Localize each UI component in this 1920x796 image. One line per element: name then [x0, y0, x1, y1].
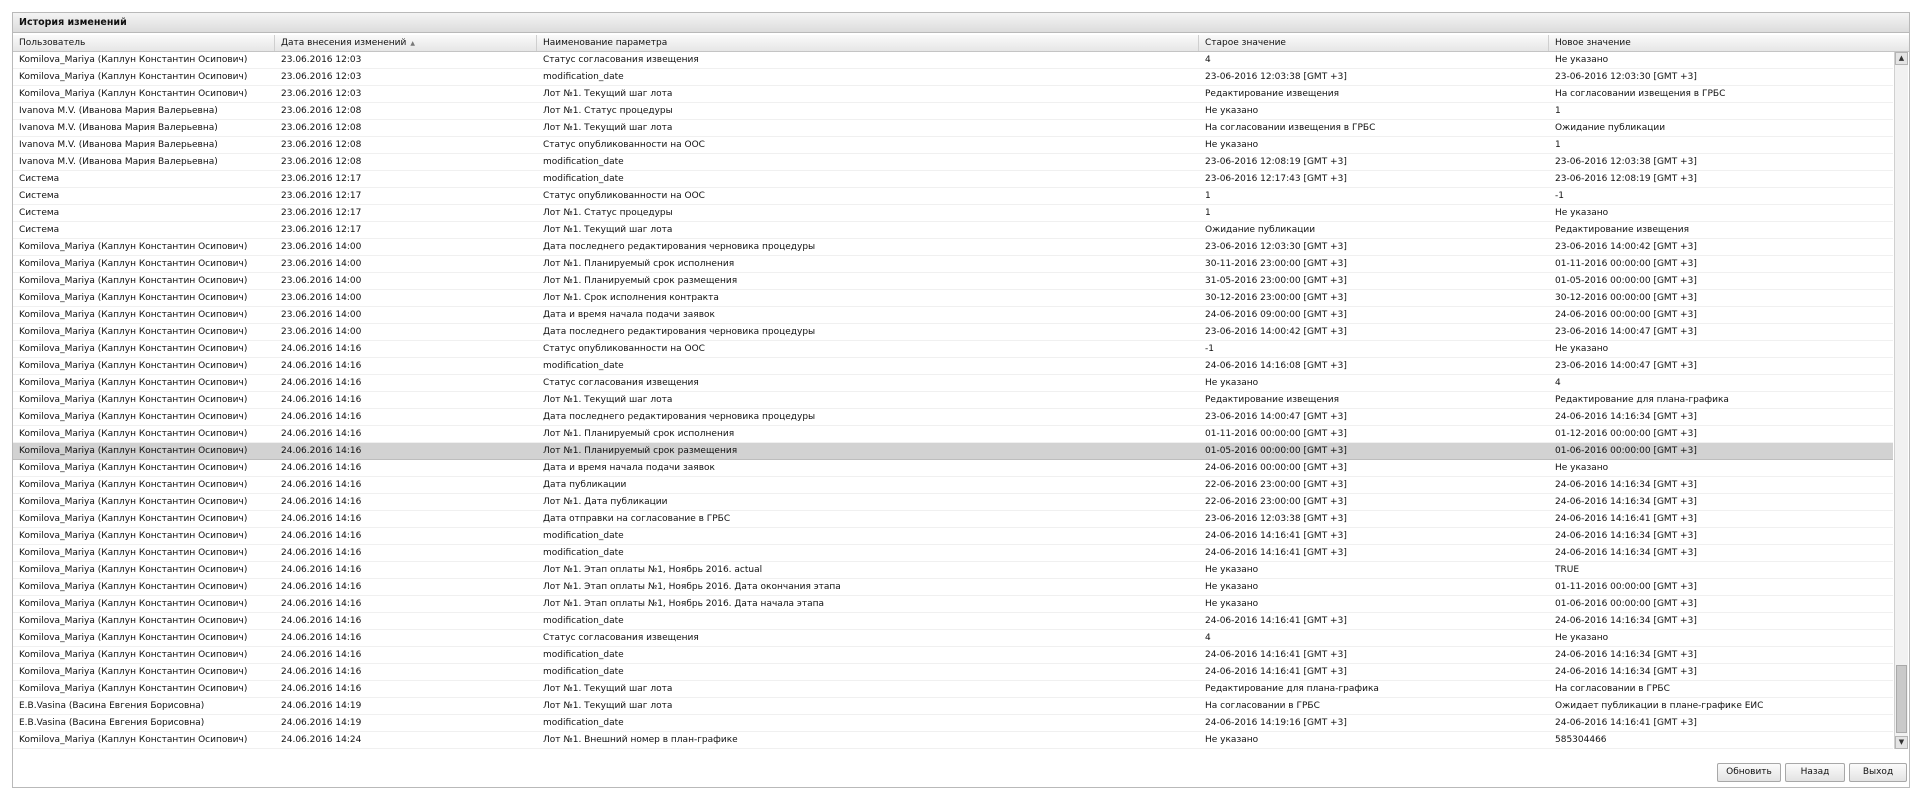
cell-old-value: 24-06-2016 14:16:08 [GMT +3] [1205, 361, 1347, 371]
cell-new-value: 24-06-2016 14:16:34 [GMT +3] [1555, 531, 1697, 541]
scroll-up-icon[interactable]: ▲ [1895, 52, 1908, 65]
table-row[interactable] [13, 120, 1893, 137]
cell-date: 23.06.2016 14:00 [281, 310, 362, 320]
cell-user: Komilova_Mariya (Каплун Константин Осипович) [19, 531, 248, 541]
table-row[interactable] [13, 239, 1893, 256]
cell-parameter: modification_date [543, 616, 624, 626]
cell-parameter: Лот №1. Статус процедуры [543, 208, 673, 218]
cell-new-value: 01-06-2016 00:00:00 [GMT +3] [1555, 599, 1697, 609]
cell-new-value: 23-06-2016 12:03:38 [GMT +3] [1555, 157, 1697, 167]
cell-parameter: Лот №1. Текущий шаг лота [543, 225, 673, 235]
cell-old-value: 24-06-2016 09:00:00 [GMT +3] [1205, 310, 1347, 320]
cell-new-value: 01-05-2016 00:00:00 [GMT +3] [1555, 276, 1697, 286]
cell-old-value: 23-06-2016 12:03:38 [GMT +3] [1205, 72, 1347, 82]
cell-parameter: Лот №1. Текущий шаг лота [543, 701, 673, 711]
grid-header [13, 35, 1909, 52]
table-row[interactable] [13, 86, 1893, 103]
table-row[interactable] [13, 392, 1893, 409]
cell-date: 24.06.2016 14:16 [281, 667, 362, 677]
cell-user: Komilova_Mariya (Каплун Константин Осипович) [19, 89, 248, 99]
table-row[interactable] [13, 324, 1893, 341]
cell-user: Komilova_Mariya (Каплун Константин Осипович) [19, 293, 248, 303]
cell-user: Komilova_Mariya (Каплун Константин Осипович) [19, 412, 248, 422]
cell-user: Система [19, 191, 60, 201]
column-header-label: Старое значение [1205, 38, 1286, 48]
cell-old-value: Редактирование извещения [1205, 89, 1340, 99]
cell-new-value: 1 [1555, 140, 1561, 150]
cell-old-value: -1 [1205, 344, 1214, 354]
cell-date: 24.06.2016 14:16 [281, 361, 362, 371]
cell-date: 23.06.2016 12:03 [281, 89, 362, 99]
cell-user: Komilova_Mariya (Каплун Константин Осипович) [19, 446, 248, 456]
cell-parameter: modification_date [543, 72, 624, 82]
cell-user: Komilova_Mariya (Каплун Константин Осипович) [19, 429, 248, 439]
cell-user: Komilova_Mariya (Каплун Константин Осипович) [19, 565, 248, 575]
cell-old-value: 4 [1205, 55, 1211, 65]
cell-old-value: 23-06-2016 12:08:19 [GMT +3] [1205, 157, 1347, 167]
cell-date: 23.06.2016 14:00 [281, 327, 362, 337]
table-row[interactable] [13, 545, 1893, 562]
cell-user: Ivanova M.V. (Иванова Мария Валерьевна) [19, 140, 218, 150]
cell-old-value: 22-06-2016 23:00:00 [GMT +3] [1205, 480, 1347, 490]
cell-parameter: Лот №1. Этап оплаты №1, Ноябрь 2016. actual [543, 565, 763, 575]
column-header-old-value[interactable] [1199, 35, 1549, 51]
cell-date: 23.06.2016 14:00 [281, 259, 362, 269]
cell-date: 23.06.2016 12:08 [281, 140, 362, 150]
table-row[interactable] [13, 426, 1893, 443]
cell-new-value: 23-06-2016 14:00:47 [GMT +3] [1555, 327, 1697, 337]
cell-old-value: Не указано [1205, 582, 1259, 592]
cell-old-value: 23-06-2016 12:03:30 [GMT +3] [1205, 242, 1347, 252]
cell-user: Komilova_Mariya (Каплун Константин Осипович) [19, 684, 248, 694]
cell-date: 24.06.2016 14:16 [281, 684, 362, 694]
cell-old-value: Не указано [1205, 565, 1259, 575]
cell-parameter: Лот №1. Планируемый срок исполнения [543, 259, 735, 269]
cell-user: Ivanova M.V. (Иванова Мария Валерьевна) [19, 106, 218, 116]
cell-date: 24.06.2016 14:16 [281, 446, 362, 456]
cell-new-value: Редактирование извещения [1555, 225, 1690, 235]
column-header-user[interactable] [13, 35, 275, 51]
table-row[interactable] [13, 341, 1893, 358]
cell-new-value: 23-06-2016 14:00:42 [GMT +3] [1555, 242, 1697, 252]
cell-date: 24.06.2016 14:16 [281, 565, 362, 575]
cell-parameter: Дата и время начала подачи заявок [543, 463, 715, 473]
cell-date: 23.06.2016 12:08 [281, 123, 362, 133]
cell-user: Komilova_Mariya (Каплун Константин Осипович) [19, 395, 248, 405]
cell-date: 24.06.2016 14:24 [281, 735, 362, 745]
table-row[interactable] [13, 698, 1893, 715]
cell-user: Komilova_Mariya (Каплун Константин Осипович) [19, 72, 248, 82]
cell-user: Komilova_Mariya (Каплун Константин Осипович) [19, 480, 248, 490]
cell-user: Komilova_Mariya (Каплун Константин Осипович) [19, 650, 248, 660]
table-row[interactable] [13, 188, 1893, 205]
cell-user: Komilova_Mariya (Каплун Константин Осипович) [19, 735, 248, 745]
cell-user: Komilova_Mariya (Каплун Константин Осипович) [19, 599, 248, 609]
cell-date: 24.06.2016 14:16 [281, 599, 362, 609]
cell-new-value: 24-06-2016 14:16:41 [GMT +3] [1555, 514, 1697, 524]
cell-date: 23.06.2016 12:03 [281, 55, 362, 65]
cell-old-value: 1 [1205, 191, 1211, 201]
cell-date: 24.06.2016 14:16 [281, 395, 362, 405]
column-header-parameter[interactable] [537, 35, 1199, 51]
cell-date: 23.06.2016 12:17 [281, 208, 362, 218]
cell-parameter: Дата последнего редактирования черновика процедуры [543, 327, 816, 337]
cell-new-value: 24-06-2016 14:16:41 [GMT +3] [1555, 718, 1697, 728]
cell-new-value: 23-06-2016 12:03:30 [GMT +3] [1555, 72, 1697, 82]
cell-new-value: -1 [1555, 191, 1564, 201]
table-row[interactable] [13, 579, 1893, 596]
cell-user: Komilova_Mariya (Каплун Константин Осипович) [19, 378, 248, 388]
cell-parameter: Лот №1. Текущий шаг лота [543, 395, 673, 405]
cell-parameter: Лот №1. Текущий шаг лота [543, 89, 673, 99]
column-header-label: Наименование параметра [543, 38, 668, 48]
cell-old-value: 23-06-2016 14:00:42 [GMT +3] [1205, 327, 1347, 337]
column-header-new-value[interactable] [1549, 35, 1893, 51]
cell-new-value: 585304466 [1555, 735, 1607, 745]
refresh-button[interactable]: Обновить [1717, 763, 1781, 782]
change-history-panel [12, 12, 1910, 788]
cell-user: Система [19, 174, 60, 184]
cell-parameter: Лот №1. Дата публикации [543, 497, 668, 507]
cell-user: E.B.Vasina (Васина Евгения Борисовна) [19, 718, 205, 728]
table-row[interactable] [13, 69, 1893, 86]
cell-old-value: Ожидание публикации [1205, 225, 1316, 235]
cell-old-value: 24-06-2016 14:16:41 [GMT +3] [1205, 667, 1347, 677]
cell-date: 24.06.2016 14:16 [281, 650, 362, 660]
table-row[interactable] [13, 613, 1893, 630]
table-row[interactable] [13, 52, 1893, 69]
table-row[interactable] [13, 273, 1893, 290]
cell-old-value: 30-12-2016 23:00:00 [GMT +3] [1205, 293, 1347, 303]
cell-old-value: Не указано [1205, 599, 1259, 609]
cell-old-value: 30-11-2016 23:00:00 [GMT +3] [1205, 259, 1347, 269]
cell-new-value: 01-11-2016 00:00:00 [GMT +3] [1555, 259, 1697, 269]
cell-user: Система [19, 208, 60, 218]
cell-date: 24.06.2016 14:16 [281, 378, 362, 388]
cell-old-value: 4 [1205, 633, 1211, 643]
column-header-label: Новое значение [1555, 38, 1631, 48]
cell-old-value: 01-11-2016 00:00:00 [GMT +3] [1205, 429, 1347, 439]
cell-date: 24.06.2016 14:16 [281, 463, 362, 473]
cell-old-value: Не указано [1205, 735, 1259, 745]
table-row[interactable] [13, 664, 1893, 681]
cell-date: 24.06.2016 14:16 [281, 616, 362, 626]
cell-user: Komilova_Mariya (Каплун Константин Осипович) [19, 344, 248, 354]
cell-new-value: 24-06-2016 14:16:34 [GMT +3] [1555, 480, 1697, 490]
cell-parameter: Статус согласования извещения [543, 633, 699, 643]
cell-date: 24.06.2016 14:16 [281, 412, 362, 422]
cell-date: 24.06.2016 14:16 [281, 497, 362, 507]
cell-old-value: 24-06-2016 14:19:16 [GMT +3] [1205, 718, 1347, 728]
cell-old-value: Не указано [1205, 140, 1259, 150]
cell-new-value: 24-06-2016 14:16:34 [GMT +3] [1555, 667, 1697, 677]
cell-new-value: 4 [1555, 378, 1561, 388]
cell-new-value: 01-06-2016 00:00:00 [GMT +3] [1555, 446, 1697, 456]
cell-old-value: Редактирование для плана-графика [1205, 684, 1379, 694]
cell-user: Komilova_Mariya (Каплун Константин Осипович) [19, 55, 248, 65]
table-row[interactable] [13, 681, 1893, 698]
cell-old-value: 23-06-2016 12:17:43 [GMT +3] [1205, 174, 1347, 184]
cell-parameter: Лот №1. Планируемый срок исполнения [543, 429, 735, 439]
cell-date: 24.06.2016 14:16 [281, 429, 362, 439]
table-row[interactable] [13, 732, 1893, 749]
cell-new-value: 24-06-2016 14:16:34 [GMT +3] [1555, 497, 1697, 507]
cell-user: Komilova_Mariya (Каплун Константин Осипович) [19, 667, 248, 677]
cell-parameter: Дата публикации [543, 480, 627, 490]
cell-new-value: TRUE [1555, 565, 1580, 575]
cell-old-value: 01-05-2016 00:00:00 [GMT +3] [1205, 446, 1347, 456]
cell-old-value: Не указано [1205, 106, 1259, 116]
cell-user: Komilova_Mariya (Каплун Константин Осипович) [19, 242, 248, 252]
table-row[interactable] [13, 511, 1893, 528]
cell-new-value: На согласовании извещения в ГРБС [1555, 89, 1726, 99]
cell-date: 23.06.2016 12:17 [281, 225, 362, 235]
cell-user: E.B.Vasina (Васина Евгения Борисовна) [19, 701, 205, 711]
cell-new-value: Не указано [1555, 463, 1609, 473]
cell-new-value: 23-06-2016 12:08:19 [GMT +3] [1555, 174, 1697, 184]
back-button[interactable]: Назад [1785, 763, 1845, 782]
panel-title: История изменений [13, 13, 1909, 33]
cell-parameter: Лот №1. Статус процедуры [543, 106, 673, 116]
cell-new-value: 30-12-2016 00:00:00 [GMT +3] [1555, 293, 1697, 303]
cell-date: 24.06.2016 14:19 [281, 718, 362, 728]
table-row[interactable] [13, 562, 1893, 579]
cell-user: Komilova_Mariya (Каплун Константин Осипович) [19, 463, 248, 473]
table-row[interactable] [13, 647, 1893, 664]
table-row[interactable] [13, 154, 1893, 171]
cell-new-value: Ожидание публикации [1555, 123, 1666, 133]
cell-parameter: Лот №1. Внешний номер в план-графике [543, 735, 738, 745]
cell-user: Komilova_Mariya (Каплун Константин Осипович) [19, 276, 248, 286]
cell-new-value: Не указано [1555, 344, 1609, 354]
cell-date: 24.06.2016 14:16 [281, 514, 362, 524]
table-row[interactable] [13, 171, 1893, 188]
cell-date: 24.06.2016 14:16 [281, 633, 362, 643]
cell-parameter: modification_date [543, 174, 624, 184]
cell-parameter: Лот №1. Текущий шаг лота [543, 684, 673, 694]
cell-old-value: 24-06-2016 14:16:41 [GMT +3] [1205, 531, 1347, 541]
table-row[interactable] [13, 460, 1893, 477]
column-header-date[interactable] [275, 35, 537, 51]
cell-parameter: modification_date [543, 667, 624, 677]
cell-user: Komilova_Mariya (Каплун Константин Осипович) [19, 259, 248, 269]
table-row[interactable] [13, 205, 1893, 222]
cell-date: 23.06.2016 12:17 [281, 174, 362, 184]
cell-user: Komilova_Mariya (Каплун Константин Осипович) [19, 633, 248, 643]
cell-old-value: 31-05-2016 23:00:00 [GMT +3] [1205, 276, 1347, 286]
table-row[interactable] [13, 358, 1893, 375]
cell-old-value: 24-06-2016 14:16:41 [GMT +3] [1205, 650, 1347, 660]
scrollbar-thumb[interactable] [1896, 665, 1907, 733]
cell-old-value: 23-06-2016 12:03:38 [GMT +3] [1205, 514, 1347, 524]
cell-parameter: Статус согласования извещения [543, 378, 699, 388]
cell-date: 23.06.2016 12:08 [281, 106, 362, 116]
sort-ascending-icon: ▲ [410, 40, 415, 47]
cell-parameter: Лот №1. Срок исполнения контракта [543, 293, 719, 303]
cell-new-value: 01-12-2016 00:00:00 [GMT +3] [1555, 429, 1697, 439]
cell-user: Komilova_Mariya (Каплун Константин Осипович) [19, 497, 248, 507]
exit-button[interactable]: Выход [1849, 763, 1907, 782]
cell-old-value: Не указано [1205, 378, 1259, 388]
cell-parameter: Дата и время начала подачи заявок [543, 310, 715, 320]
table-row[interactable] [13, 290, 1893, 307]
cell-new-value: 23-06-2016 14:00:47 [GMT +3] [1555, 361, 1697, 371]
cell-date: 23.06.2016 12:08 [281, 157, 362, 167]
cell-user: Komilova_Mariya (Каплун Константин Осипович) [19, 310, 248, 320]
cell-new-value: 24-06-2016 14:16:34 [GMT +3] [1555, 650, 1697, 660]
cell-date: 24.06.2016 14:16 [281, 344, 362, 354]
cell-date: 23.06.2016 14:00 [281, 276, 362, 286]
table-row[interactable] [13, 222, 1893, 239]
cell-new-value: 01-11-2016 00:00:00 [GMT +3] [1555, 582, 1697, 592]
cell-user: Komilova_Mariya (Каплун Константин Осипович) [19, 327, 248, 337]
cell-old-value: 22-06-2016 23:00:00 [GMT +3] [1205, 497, 1347, 507]
cell-user: Komilova_Mariya (Каплун Константин Осипович) [19, 514, 248, 524]
cell-date: 23.06.2016 14:00 [281, 293, 362, 303]
table-row[interactable] [13, 494, 1893, 511]
cell-old-value: 24-06-2016 14:16:41 [GMT +3] [1205, 548, 1347, 558]
cell-new-value: 24-06-2016 00:00:00 [GMT +3] [1555, 310, 1697, 320]
cell-parameter: modification_date [543, 361, 624, 371]
cell-new-value: Не указано [1555, 55, 1609, 65]
cell-new-value: Редактирование для плана-графика [1555, 395, 1729, 405]
cell-user: Komilova_Mariya (Каплун Константин Осипович) [19, 361, 248, 371]
cell-user: Komilova_Mariya (Каплун Константин Осипович) [19, 582, 248, 592]
cell-date: 23.06.2016 12:17 [281, 191, 362, 201]
table-row[interactable] [13, 375, 1893, 392]
cell-new-value: 24-06-2016 14:16:34 [GMT +3] [1555, 548, 1697, 558]
cell-new-value: На согласовании в ГРБС [1555, 684, 1670, 694]
cell-new-value: 24-06-2016 14:16:34 [GMT +3] [1555, 616, 1697, 626]
cell-user: Komilova_Mariya (Каплун Константин Осипович) [19, 548, 248, 558]
column-header-label: Дата внесения изменений [281, 38, 407, 48]
cell-old-value: На согласовании извещения в ГРБС [1205, 123, 1376, 133]
cell-parameter: modification_date [543, 718, 624, 728]
cell-old-value: 24-06-2016 14:16:41 [GMT +3] [1205, 616, 1347, 626]
cell-old-value: Редактирование извещения [1205, 395, 1340, 405]
cell-parameter: Статус опубликованности на ООС [543, 344, 705, 354]
table-row[interactable] [13, 137, 1893, 154]
cell-parameter: Лот №1. Этап оплаты №1, Ноябрь 2016. Дата начала этапа [543, 599, 825, 609]
cell-parameter: Дата последнего редактирования черновика процедуры [543, 242, 816, 252]
cell-user: Ivanova M.V. (Иванова Мария Валерьевна) [19, 157, 218, 167]
cell-parameter: Лот №1. Этап оплаты №1, Ноябрь 2016. Дата окончания этапа [543, 582, 841, 592]
cell-parameter: modification_date [543, 531, 624, 541]
cell-parameter: Дата последнего редактирования черновика процедуры [543, 412, 816, 422]
cell-user: Ivanova M.V. (Иванова Мария Валерьевна) [19, 123, 218, 133]
cell-new-value: Ожидает публикации в плане-графике ЕИС [1555, 701, 1764, 711]
cell-new-value: Не указано [1555, 208, 1609, 218]
table-row[interactable] [13, 477, 1893, 494]
cell-parameter: Статус согласования извещения [543, 55, 699, 65]
table-row[interactable] [13, 103, 1893, 120]
table-row[interactable] [13, 630, 1893, 647]
history-grid-body [13, 52, 1893, 749]
scroll-down-icon[interactable]: ▼ [1895, 736, 1908, 749]
cell-new-value: Не указано [1555, 633, 1609, 643]
cell-old-value: 23-06-2016 14:00:47 [GMT +3] [1205, 412, 1347, 422]
footer-toolbar [13, 761, 1909, 785]
cell-parameter: Лот №1. Текущий шаг лота [543, 123, 673, 133]
cell-date: 24.06.2016 14:16 [281, 582, 362, 592]
cell-new-value: 1 [1555, 106, 1561, 116]
cell-parameter: Лот №1. Планируемый срок размещения [543, 446, 738, 456]
table-row[interactable] [13, 715, 1893, 732]
cell-parameter: Статус опубликованности на ООС [543, 191, 705, 201]
table-row[interactable] [13, 528, 1893, 545]
cell-user: Система [19, 225, 60, 235]
cell-date: 23.06.2016 14:00 [281, 242, 362, 252]
cell-date: 24.06.2016 14:16 [281, 548, 362, 558]
cell-parameter: modification_date [543, 157, 624, 167]
table-row[interactable] [13, 409, 1893, 426]
cell-parameter: Дата отправки на согласование в ГРБС [543, 514, 731, 524]
cell-parameter: Статус опубликованности на ООС [543, 140, 705, 150]
cell-date: 24.06.2016 14:19 [281, 701, 362, 711]
cell-old-value: На согласовании в ГРБС [1205, 701, 1320, 711]
cell-parameter: modification_date [543, 548, 624, 558]
table-row[interactable] [13, 596, 1893, 613]
table-row[interactable] [13, 443, 1893, 460]
cell-parameter: Лот №1. Планируемый срок размещения [543, 276, 738, 286]
column-header-label: Пользователь [19, 38, 86, 48]
vertical-scrollbar[interactable] [1894, 52, 1908, 749]
cell-date: 23.06.2016 12:03 [281, 72, 362, 82]
cell-old-value: 1 [1205, 208, 1211, 218]
cell-date: 24.06.2016 14:16 [281, 531, 362, 541]
table-row[interactable] [13, 256, 1893, 273]
cell-parameter: modification_date [543, 650, 624, 660]
cell-new-value: 24-06-2016 14:16:34 [GMT +3] [1555, 412, 1697, 422]
cell-date: 24.06.2016 14:16 [281, 480, 362, 490]
cell-user: Komilova_Mariya (Каплун Константин Осипович) [19, 616, 248, 626]
table-row[interactable] [13, 307, 1893, 324]
cell-old-value: 24-06-2016 00:00:00 [GMT +3] [1205, 463, 1347, 473]
